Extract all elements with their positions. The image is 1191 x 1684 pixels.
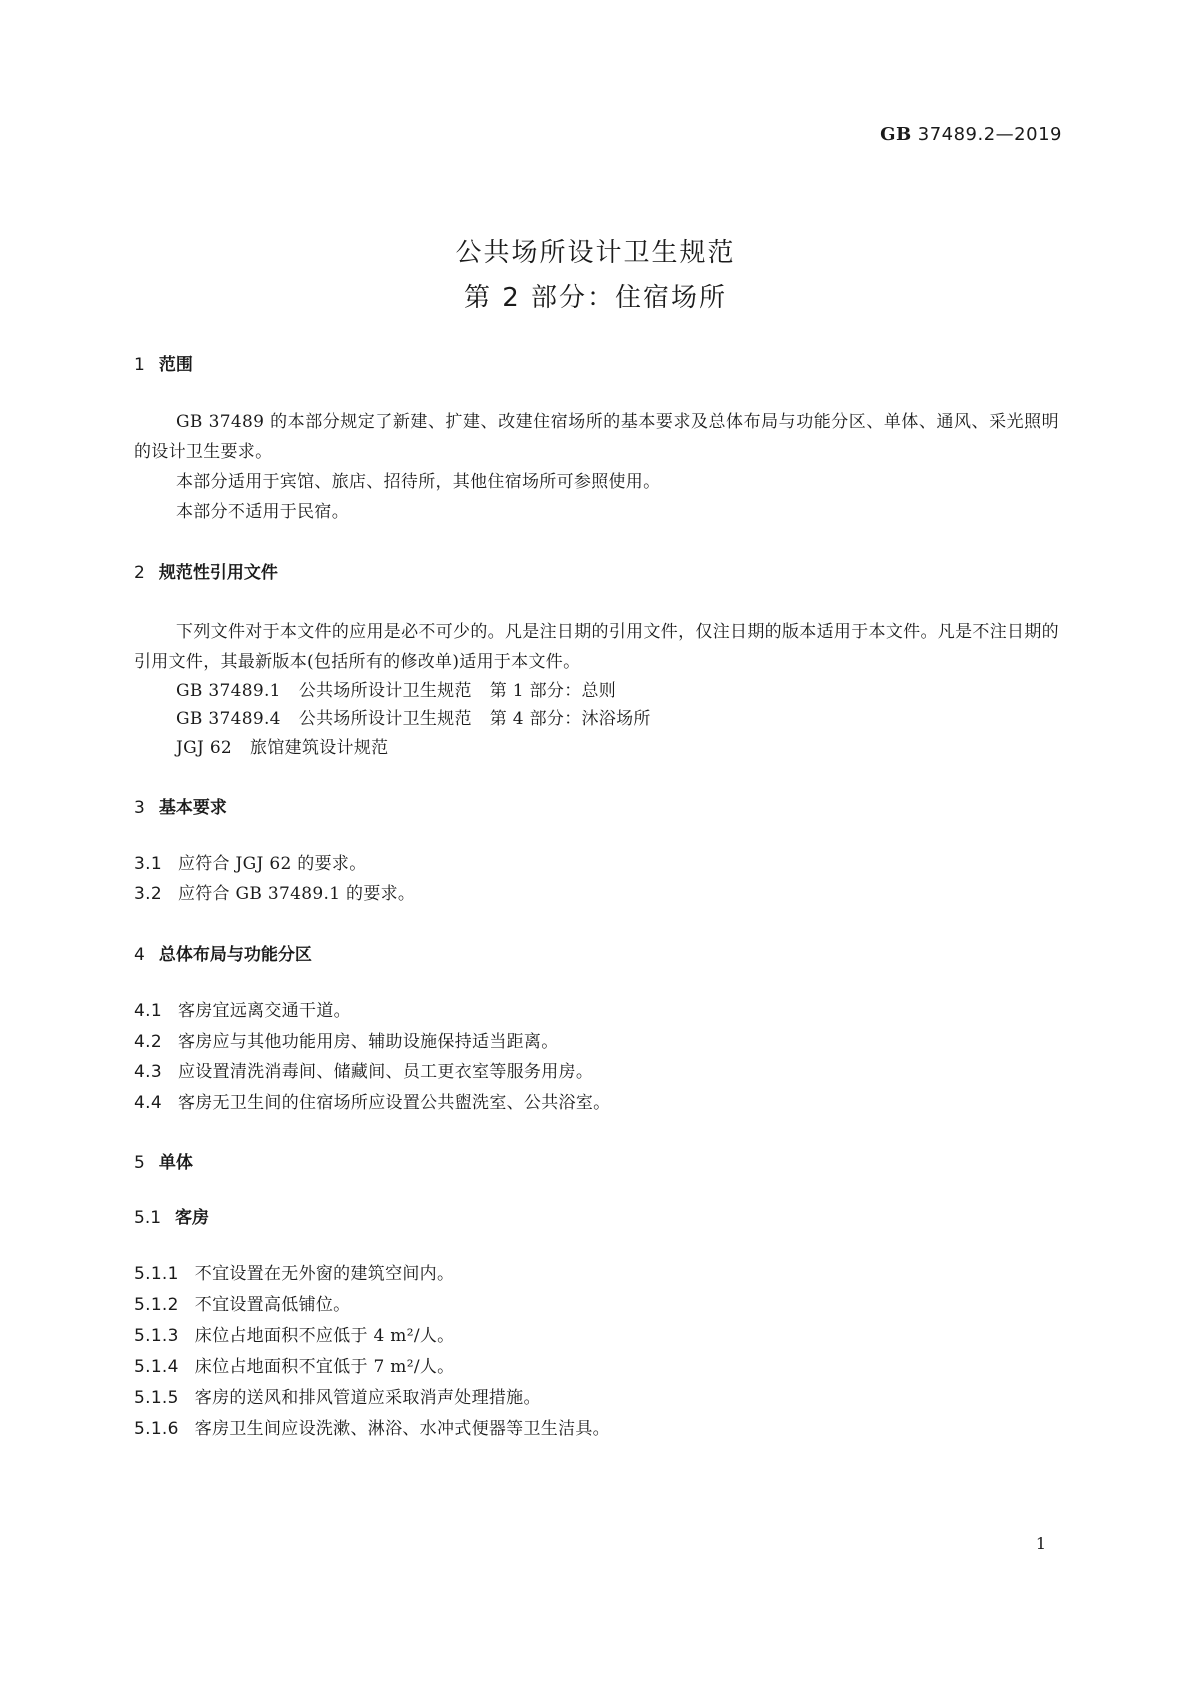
clause-text: 不宜设置高低铺位。 [194,1295,351,1315]
clause-item [134,1061,593,1083]
clause-item [134,1418,610,1440]
reference-item [176,708,651,730]
clause-text: 应符合 JGJ 62 的要求。 [177,854,367,874]
section-title: 规范性引用文件 [158,563,278,583]
clause-number: 5.1.4 [134,1357,179,1377]
clause-text: 客房卫生间应设洗漱、淋浴、水冲式便器等卫生洁具。 [194,1419,610,1439]
section-number: 2 [134,563,145,583]
section-title: 单体 [158,1153,193,1173]
reference-title: 公共场所设计卫生规范 [298,681,472,701]
reference-code: JGJ 62 [176,738,233,758]
section-title: 范围 [158,355,193,375]
clause-item [134,1387,541,1409]
clause-text: 床位占地面积不宜低于 7 m²/人。 [194,1357,455,1377]
document-subtitle: 第 2 部分：住宿场所 [463,283,728,313]
document-code-number: 37489.2—2019 [917,124,1062,145]
clause-number: 4.4 [134,1093,162,1113]
clause-item [134,1092,610,1114]
clause-number: 5.1.2 [134,1295,179,1315]
document-code-prefix: GB [880,124,912,145]
reference-code: GB 37489.1 [176,681,281,701]
reference-item [176,680,616,702]
document-code [880,124,1062,145]
clause-number: 5.1.3 [134,1326,179,1346]
reference-title: 旅馆建筑设计规范 [250,738,389,758]
section-4-heading [134,944,312,966]
reference-title: 公共场所设计卫生规范 [298,709,472,729]
section-3-heading [134,797,227,819]
clause-number: 5.1.1 [134,1264,179,1284]
clause-text: 客房的送风和排风管道应采取消声处理措施。 [194,1388,541,1408]
section-number: 5 [134,1153,145,1173]
subsection-5-1-heading [134,1207,209,1229]
section-2-heading [134,562,278,584]
clause-number: 4.1 [134,1001,162,1021]
clause-text: 客房应与其他功能用房、辅助设施保持适当距离。 [177,1032,559,1052]
section-1-heading [134,354,193,376]
clause-item [134,1294,350,1316]
clause-item [134,1356,454,1378]
reference-part: 第 4 部分：沐浴场所 [489,709,651,729]
section-number: 3 [134,798,145,818]
clause-item [134,1325,454,1347]
section-5-heading [134,1152,193,1174]
clause-number: 5.1.6 [134,1419,179,1439]
section-number: 4 [134,945,145,965]
clause-number: 4.3 [134,1062,162,1082]
clause-text: 客房无卫生间的住宿场所应设置公共盥洗室、公共浴室。 [177,1093,611,1113]
clause-item [134,1000,351,1022]
clause-number: 3.1 [134,854,162,874]
section-2-paragraph-1: 下列文件对于本文件的应用是必不可少的。凡是注日期的引用文件，仅注日期的版本适用于本文件。凡是不注日期的引用文件，其最新版本(包括所有的修改单)适用于本文件。 [134,622,1059,672]
clause-number: 3.2 [134,884,162,904]
reference-part: 第 1 部分：总则 [489,681,617,701]
clause-number: 5.1.5 [134,1388,179,1408]
clause-item [134,1263,454,1285]
reference-code: GB 37489.4 [176,709,281,729]
clause-item [134,853,367,875]
section-1-paragraph-3: 本部分不适用于民宿。 [176,502,349,522]
subsection-title: 客房 [175,1208,210,1228]
clause-item [134,883,415,905]
section-title: 总体布局与功能分区 [158,945,312,965]
clause-item [134,1031,559,1053]
section-1-paragraph-2: 本部分适用于宾馆、旅店、招待所，其他住宿场所可参照使用。 [176,472,661,492]
clause-text: 应设置清洗消毒间、储藏间、员工更衣室等服务用房。 [177,1062,594,1082]
clause-text: 床位占地面积不应低于 4 m²/人。 [194,1326,455,1346]
subsection-number: 5.1 [134,1208,162,1228]
clause-text: 不宜设置在无外窗的建筑空间内。 [194,1264,455,1284]
section-title: 基本要求 [158,798,227,818]
reference-item [176,737,388,759]
clause-text: 客房宜远离交通干道。 [177,1001,351,1021]
section-1-paragraph-1: GB 37489 的本部分规定了新建、扩建、改建住宿场所的基本要求及总体布局与功能分区、单体、通风、采光照明的设计卫生要求。 [134,412,1059,462]
clause-number: 4.2 [134,1032,162,1052]
section-number: 1 [134,355,145,375]
document-title: 公共场所设计卫生规范 [455,238,736,268]
clause-text: 应符合 GB 37489.1 的要求。 [177,884,416,904]
page-number: 1 [1035,1534,1046,1553]
